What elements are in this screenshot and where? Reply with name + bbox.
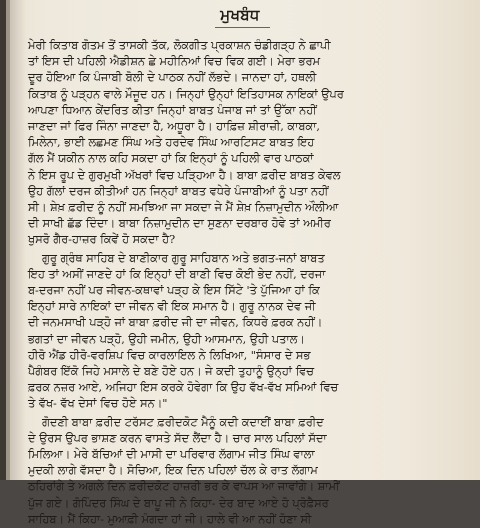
paragraph: [28, 38, 470, 249]
text-line: ਸੀ। ਸ਼ੇਖ਼ ਫ਼ਰੀਦ ਨੂੰ ਨਹੀਂ ਸਮਝਿਆ ਜਾ ਸਕਦਾ ਜੇ ਮੈਂ ਸ਼ੇਖ਼ ਨਿਜ਼ਾਮੁਦੀਨ ਔਲੀਆ: [28, 201, 339, 215]
text-line: ਨੇ ਇਸ ਰੂਪ ਦੇ ਗੁਰਮੁਖੀ ਅੱਖਰਾਂ ਵਿਚ ਪੜ੍ਹਿਆ ਹੈ। ਬਾਬਾ ਫ਼ਰੀਦ ਬਾਬਤ ਕੇਵਲ: [28, 168, 341, 182]
text-line: ਦੂਰ ਹੋਇਆ ਕਿ ਪੰਜਾਬੀ ਬੋਲੀ ਦੇ ਪਾਠਕ ਨਹੀਂ ਲੱਭਦੇ। ਜਾਨਦਾ ਹਾਂ, ਹਥਲੀ: [28, 71, 317, 85]
text-line: ਪੁੱਜ ਗਏ। ਗੋਪਿੰਦਰ ਸਿੰਘ ਦੇ ਬਾਪੂ ਜੀ ਨੇ ਕਿਹਾ- ਦੇਰ ਬਾਦ ਆਏ ਹੋ ਪ੍ਰੋਫ਼ੈਸਰ: [28, 496, 329, 510]
text-line: ਤੇ ਵੱਖ- ਵੱਖ ਦੇਸਾਂ ਵਿਚ ਹੋਏ ਸਨ।": [28, 397, 168, 411]
text-line: ਗੋਦਣੀ ਬਾਬਾ ਫ਼ਰੀਦ ਟਰੱਸਟ ਫ਼ਰੀਦਕੋਟ ਮੈਨੂੰ ਕਦੀ ਕਦਾਈਂ ਬਾਬਾ ਫ਼ਰੀਦ: [42, 415, 324, 429]
text-line: ਪੈਗੰਬਰ ਇੱਕੋ ਜਿਹੇ ਮਸਾਲੇ ਦੇ ਬਣੇ ਹੋਏ ਹਨ। ਜੇ ਕਦੀ ਤੁਹਾਨੂੰ ਉਨ੍ਹਾਂ ਵਿਚ: [28, 365, 314, 379]
text-line: ਖੁਸਰੋ ਗੈਰ-ਹਾਜ਼ਰ ਕਿਵੇਂ ਹੋ ਸਕਦਾ ਹੈ?: [28, 233, 176, 247]
text-line: ਇਹ ਤਾਂ ਅਸੀਂ ਜਾਣਦੇ ਹਾਂ ਕਿ ਇਨ੍ਹਾਂ ਦੀ ਬਾਣੀ ਵਿਚ ਕੋਈ ਭੇਦ ਨਹੀਂ, ਦਰਜਾ: [28, 267, 326, 281]
text-line: ਭਗਤਾਂ ਦਾ ਜੀਵਨ ਪੜ੍ਹੋ, ਉਹੀ ਜਮੀਨ, ਉਹੀ ਆਸਮਾਨ, ਉਹੀ ਪਤਾਲ।: [28, 332, 305, 346]
text-line: ਮਿਲਿਆ। ਮੇਰੇ ਬੱਚਿਆਂ ਦੀ ਮਾਸੀ ਦਾ ਪਰਿਵਾਰ ਲੱਗਾਮ ਜੀਤ ਸਿੰਘ ਵਾਲਾ: [28, 448, 315, 462]
page-title: ਮੁਖਬੰਧ: [220, 6, 260, 24]
gutter-shadow: [0, 0, 26, 480]
text-line: ਫ਼ਰਕ ਨਜ਼ਰ ਆਏ, ਅਜਿਹਾ ਇਸ ਕਰਕੇ ਹੋਵੇਗਾ ਕਿ ਉਹ ਵੱਖ-ਵੱਖ ਸਮਿਆਂ ਵਿਚ: [28, 381, 339, 395]
body-text: [28, 38, 470, 528]
text-line: ਮੇਰੀ ਕਿਤਾਬ ਗੋਤਮ ਤੋਂ ਤਾਸਕੀ ਤੱਕ, ਲੋਕਗੀਤ ਪ੍ਰਕਾਸ਼ਨ ਚੰਡੀਗੜ੍ਹ ਨੇ ਛਾਪੀ: [28, 39, 331, 52]
paragraph: [28, 415, 470, 528]
text-line: ਉਹ ਗੱਲਾਂ ਦਰਜ ਕੀਤੀਆਂ ਹਨ ਜਿਨ੍ਹਾਂ ਬਾਬਤ ਵਧੇਰੇ ਪੰਜਾਬੀਆਂ ਨੂੰ ਪਤਾ ਨਹੀਂ: [28, 184, 329, 198]
text-line: ਮੁਦਕੀ ਲਾਗੇ ਵੱਸਦਾ ਹੈ। ਸੋਚਿਆ, ਇਕ ਦਿਨ ਪਹਿਲਾਂ ਚੱਲ ਕੇ ਰਾਤ ਲੱਗਾਮ: [28, 464, 318, 478]
paragraph: [28, 251, 470, 413]
text-line: ਮਿਲੇਨਾ, ਭਾਈ ਲਛਮਣ ਸਿੰਘ ਅਤੇ ਹਰਦੇਵ ਸਿੰਘ ਆਰਟਿਸਟ ਬਾਬਤ ਇਹ: [28, 136, 315, 150]
text-line: ਗੱਲ ਮੈਂ ਯਕੀਨ ਨਾਲ ਕਹਿ ਸਕਦਾ ਹਾਂ ਕਿ ਇਨ੍ਹਾਂ ਨੂੰ ਪਹਿਲੀ ਵਾਰ ਪਾਠਕਾਂ: [28, 152, 314, 166]
text-line: ਜਾਣਦਾ ਜਾਂ ਫਿਰ ਜਿੰਨਾ ਜਾਣਦਾ ਹੈ, ਅਧੂਰਾ ਹੈ। ਹਾਫ਼ਿਜ਼ ਸ਼ੀਰਾਜ਼ੀ, ਕਾਬਕਾ,: [28, 120, 320, 134]
text-line: ਗੁਰੂ ਗ੍ਰੰਥ ਸਾਹਿਬ ਦੇ ਬਾਣੀਕਾਰ ਗੁਰੂ ਸਾਹਿਬਾਨ ਅਤੇ ਭਗਤ-ਜਨਾਂ ਬਾਬਤ: [42, 251, 325, 265]
text-line: ਦੇ ਉਰਸ ਉਪਰ ਭਾਸ਼ਣ ਕਰਨ ਵਾਸਤੇ ਸੱਦ ਲੈਂਦਾ ਹੈ। ਚਾਰ ਸਾਲ ਪਹਿਲਾਂ ਸੱਦਾ: [28, 431, 327, 445]
text-line: ਦੀ ਜਨਮਸਾਖੀ ਪੜ੍ਹੋ ਜਾਂ ਬਾਬਾ ਫ਼ਰੀਦ ਜੀ ਦਾ ਜੀਵਨ, ਕਿਧਰੇ ਫ਼ਰਕ ਨਹੀਂ।: [28, 316, 323, 330]
text-line: ਕਿਤਾਬ ਨੂੰ ਪੜ੍ਹਨ ਵਾਲੇ ਮੌਜੂਦ ਹਨ। ਜਿਨ੍ਹਾਂ ਉਨ੍ਹਾਂ ਇਤਿਹਾਸਕ ਨਾਇਕਾਂ ਉਪਰ: [28, 87, 344, 101]
text-line: ਆਪਣਾ ਧਿਆਨ ਕੇਂਦਰਿਤ ਕੀਤਾ ਜਿਨ੍ਹਾਂ ਬਾਬਤ ਪੰਜਾਬ ਜਾਂ ਤਾਂ ਉੱਕਾ ਨਹੀਂ: [28, 103, 317, 117]
text-line: ਠਹਿਰਾਂਗੇ ਤੇ ਅਗਲੇ ਦਿਨ ਫ਼ਰੀਦਕੋਟ ਹਾਜ਼ਰੀ ਭਰ ਕੇ ਵਾਪਸ ਆ ਜਾਵਾਂਗੇ। ਸ਼ਾਮੀਂ: [28, 480, 340, 494]
title-underline: [215, 27, 270, 28]
text-line: ਸਾਹਿਬ। ਮੈਂ ਕਿਹਾ- ਮੁਆਫ਼ੀ ਮੰਗਦਾ ਹਾਂ ਜੀ। ਹਾਲੇ ਵੀ ਆ ਨਹੀਂ ਹੋਣਾ ਸੀ: [28, 512, 312, 526]
text-line: ਇਨ੍ਹਾਂ ਸਾਰੇ ਨਾਇਕਾਂ ਦਾ ਜੀਵਨ ਵੀ ਇਕ ਸਮਾਨ ਹੈ। ਗੁਰੂ ਨਾਨਕ ਦੇਵ ਜੀ: [28, 300, 316, 314]
text-line: ਦੀ ਸਾਖੀ ਛੱਡ ਦਿੰਦਾ। ਬਾਬਾ ਨਿਜ਼ਾਮੁਦੀਨ ਦਾ ਸੁਣਨਾ ਦਰਬਾਰ ਹੋਵੇ ਤਾਂ ਅਮੀਰ: [28, 217, 331, 231]
text-line: ਬ-ਦਰਜਾ ਨਹੀਂ ਪਰ ਜੀਵਨ-ਕਥਾਵਾਂ ਪੜ੍ਹ ਕੇ ਇਸ ਸਿੱਟੇ 'ਤੇ ਪੁੱਜਿਆ ਹਾਂ ਕਿ: [28, 284, 320, 298]
text-line: ਤਾਂ ਇਸ ਦੀ ਪਹਿਲੀ ਐਡੀਸ਼ਨ ਛੇ ਮਹੀਨਿਆਂ ਵਿਚ ਵਿਕ ਗਈ। ਮੇਰਾ ਭਰਮ: [28, 55, 320, 69]
text-line: ਹੀਰੋ ਐਂਡ ਹੀਰੋ-ਵਰਸ਼ਿਪ ਵਿਚ ਕਾਰਲਾਇਲ ਨੇ ਲਿਖਿਆ, "ਸੰਸਾਰ ਦੇ ਸਭ: [28, 348, 311, 362]
